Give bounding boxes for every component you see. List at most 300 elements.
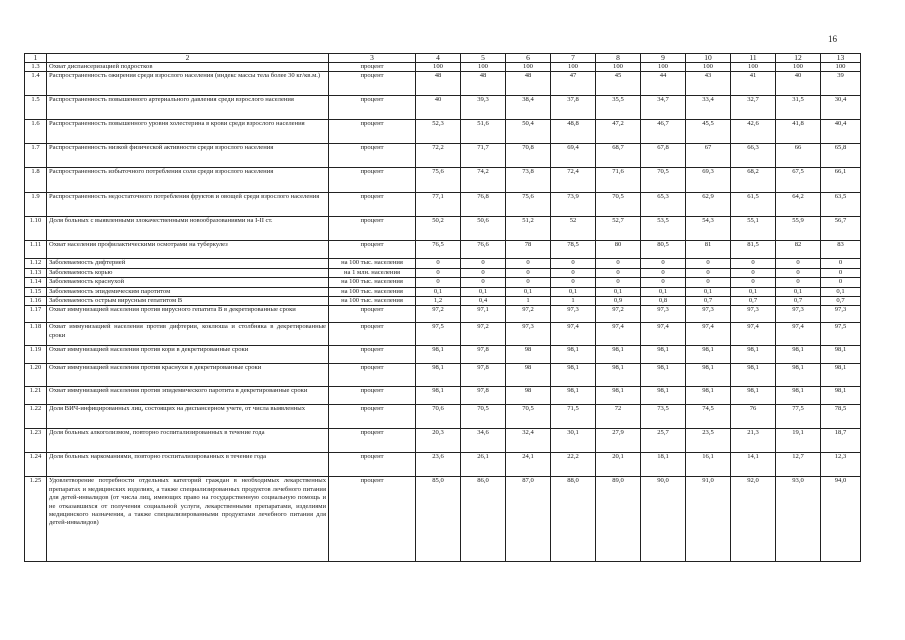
value-cell: 41,8 — [776, 120, 821, 144]
table-row — [25, 72, 861, 96]
value-cell: 68,2 — [731, 168, 776, 193]
value-cell: 98 — [506, 387, 551, 405]
row-number: 1.19 — [25, 346, 47, 364]
row-number: 1.12 — [25, 259, 47, 268]
value-cell: 90,0 — [641, 477, 686, 562]
col-header: 9 — [641, 54, 686, 63]
value-cell: 50,2 — [416, 217, 461, 241]
indicator-name: Заболеваемость краснухой — [47, 278, 329, 287]
value-cell: 19,1 — [776, 429, 821, 453]
indicator-name: Охват иммунизацией населения против краснухи в декретированные сроки — [47, 364, 329, 387]
unit-of-measure: процент — [329, 217, 416, 241]
indicator-name: Охват иммунизацией населения против эпидемического паротита в декретированные сроки — [47, 387, 329, 405]
value-cell: 97,3 — [821, 306, 861, 323]
value-cell: 18,1 — [641, 453, 686, 477]
value-cell: 50,6 — [461, 217, 506, 241]
value-cell: 87,0 — [506, 477, 551, 562]
value-cell: 73,9 — [551, 193, 596, 217]
value-cell: 0,7 — [686, 297, 731, 306]
indicator-name: Доля больных с выявленными злокачественными новообразованиями на I-II ст. — [47, 217, 329, 241]
row-number: 1.6 — [25, 120, 47, 144]
indicator-name: Удовлетворение потребности отдельных категорий граждан в необходимых лекарственных препаратах и медицинских изделиях, а также специализированных продуктов лечебного питания для детей-инвалидов (от числа лиц, имеющих право на государственную социальную помощь и не отказавшихся от получения социальной услуги, лекарственными препаратами, изделиями медицинского назначения, а также специализированными продуктами лечебного питания для детей-инвалидов) — [47, 477, 329, 562]
value-cell: 70,5 — [461, 405, 506, 429]
value-cell: 73,8 — [506, 168, 551, 193]
indicator-name: Доля ВИЧ-инфицированных лиц, состоящих на диспансерном учете, от числа выявленных — [47, 405, 329, 429]
value-cell: 71,6 — [596, 168, 641, 193]
value-cell: 0 — [461, 268, 506, 277]
value-cell: 34,7 — [641, 96, 686, 120]
indicator-name: Охват диспансеризацией подростков — [47, 63, 329, 72]
value-cell: 25,7 — [641, 429, 686, 453]
unit-of-measure: процент — [329, 405, 416, 429]
indicator-name: Заболеваемость корью — [47, 268, 329, 277]
value-cell: 75,6 — [416, 168, 461, 193]
row-number: 1.7 — [25, 144, 47, 168]
value-cell: 0 — [416, 259, 461, 268]
unit-of-measure: на 100 тыс. населения — [329, 287, 416, 296]
value-cell: 0 — [506, 278, 551, 287]
value-cell: 0 — [776, 268, 821, 277]
row-number: 1.8 — [25, 168, 47, 193]
value-cell: 98,1 — [641, 346, 686, 364]
value-cell: 65,8 — [821, 144, 861, 168]
value-cell: 98,1 — [596, 387, 641, 405]
value-cell: 44 — [641, 72, 686, 96]
value-cell: 0 — [506, 259, 551, 268]
table-row — [25, 144, 861, 168]
unit-of-measure: процент — [329, 63, 416, 72]
unit-of-measure: на 100 тыс. населения — [329, 278, 416, 287]
value-cell: 70,6 — [416, 405, 461, 429]
value-cell: 67,8 — [641, 144, 686, 168]
indicator-name: Распространенность повышенного артериального давления среди взрослого населения — [47, 96, 329, 120]
value-cell: 0 — [506, 268, 551, 277]
value-cell: 12,7 — [776, 453, 821, 477]
value-cell: 98,1 — [731, 346, 776, 364]
value-cell: 98,1 — [731, 387, 776, 405]
unit-of-measure: процент — [329, 306, 416, 323]
value-cell: 70,5 — [596, 193, 641, 217]
table-row — [25, 364, 861, 387]
value-cell: 100 — [686, 63, 731, 72]
row-number: 1.13 — [25, 268, 47, 277]
indicator-name: Распространенность низкой физической активности среди взрослого населения — [47, 144, 329, 168]
row-number: 1.17 — [25, 306, 47, 323]
value-cell: 97,4 — [776, 323, 821, 346]
value-cell: 70,5 — [641, 168, 686, 193]
value-cell: 76,5 — [416, 241, 461, 259]
value-cell: 52 — [551, 217, 596, 241]
row-number: 1.3 — [25, 63, 47, 72]
value-cell: 55,9 — [776, 217, 821, 241]
col-header: 3 — [329, 54, 416, 63]
unit-of-measure: процент — [329, 387, 416, 405]
col-header: 13 — [821, 54, 861, 63]
value-cell: 76 — [731, 405, 776, 429]
value-cell: 20,1 — [596, 453, 641, 477]
value-cell: 52,7 — [596, 217, 641, 241]
unit-of-measure: процент — [329, 168, 416, 193]
value-cell: 91,0 — [686, 477, 731, 562]
value-cell: 97,4 — [596, 323, 641, 346]
indicator-name: Распространенность повышенного уровня холестерина в крови среди взрослого населения — [47, 120, 329, 144]
value-cell: 0 — [821, 278, 861, 287]
value-cell: 0,7 — [731, 297, 776, 306]
value-cell: 98,1 — [731, 364, 776, 387]
table-row — [25, 259, 861, 268]
value-cell: 0 — [416, 268, 461, 277]
value-cell: 82 — [776, 241, 821, 259]
value-cell: 0 — [596, 278, 641, 287]
value-cell: 0 — [641, 268, 686, 277]
value-cell: 22,2 — [551, 453, 596, 477]
col-header: 12 — [776, 54, 821, 63]
value-cell: 27,9 — [596, 429, 641, 453]
value-cell: 32,7 — [731, 96, 776, 120]
value-cell: 0,1 — [776, 287, 821, 296]
value-cell: 97,5 — [416, 323, 461, 346]
table-row — [25, 120, 861, 144]
value-cell: 83 — [821, 241, 861, 259]
value-cell: 48 — [416, 72, 461, 96]
value-cell: 97,3 — [551, 306, 596, 323]
table-row — [25, 278, 861, 287]
value-cell: 21,3 — [731, 429, 776, 453]
row-number: 1.15 — [25, 287, 47, 296]
value-cell: 71,7 — [461, 144, 506, 168]
col-header: 2 — [47, 54, 329, 63]
value-cell: 24,1 — [506, 453, 551, 477]
value-cell: 0,1 — [686, 287, 731, 296]
value-cell: 85,0 — [416, 477, 461, 562]
table-row — [25, 323, 861, 346]
unit-of-measure: процент — [329, 193, 416, 217]
value-cell: 73,5 — [641, 405, 686, 429]
value-cell: 97,2 — [506, 306, 551, 323]
table-row — [25, 193, 861, 217]
value-cell: 40,4 — [821, 120, 861, 144]
value-cell: 0,1 — [416, 287, 461, 296]
value-cell: 0 — [596, 268, 641, 277]
row-number: 1.5 — [25, 96, 47, 120]
value-cell: 70,5 — [506, 405, 551, 429]
value-cell: 70,8 — [506, 144, 551, 168]
value-cell: 66 — [776, 144, 821, 168]
value-cell: 97,3 — [731, 306, 776, 323]
unit-of-measure: процент — [329, 323, 416, 346]
value-cell: 0 — [641, 278, 686, 287]
value-cell: 98,1 — [776, 364, 821, 387]
row-number: 1.16 — [25, 297, 47, 306]
table-row — [25, 63, 861, 72]
table-row — [25, 168, 861, 193]
value-cell: 98,1 — [551, 346, 596, 364]
value-cell: 88,0 — [551, 477, 596, 562]
value-cell: 98,1 — [776, 346, 821, 364]
value-cell: 98,1 — [686, 364, 731, 387]
value-cell: 0,7 — [821, 297, 861, 306]
value-cell: 0,1 — [641, 287, 686, 296]
value-cell: 98,1 — [641, 364, 686, 387]
value-cell: 40 — [776, 72, 821, 96]
col-header: 10 — [686, 54, 731, 63]
col-header: 4 — [416, 54, 461, 63]
value-cell: 72,2 — [416, 144, 461, 168]
value-cell: 100 — [461, 63, 506, 72]
indicators-table — [24, 53, 861, 562]
value-cell: 20,3 — [416, 429, 461, 453]
col-header: 5 — [461, 54, 506, 63]
value-cell: 97,8 — [461, 346, 506, 364]
table-row — [25, 405, 861, 429]
value-cell: 97,5 — [821, 323, 861, 346]
value-cell: 98 — [506, 346, 551, 364]
row-number: 1.11 — [25, 241, 47, 259]
value-cell: 52,3 — [416, 120, 461, 144]
row-number: 1.10 — [25, 217, 47, 241]
indicator-name: Распространенность недостаточного потребления фруктов и овощей среди взрослого населения — [47, 193, 329, 217]
value-cell: 0 — [731, 268, 776, 277]
value-cell: 55,1 — [731, 217, 776, 241]
value-cell: 56,7 — [821, 217, 861, 241]
value-cell: 97,4 — [686, 323, 731, 346]
value-cell: 98,1 — [686, 387, 731, 405]
value-cell: 100 — [416, 63, 461, 72]
value-cell: 0 — [551, 259, 596, 268]
value-cell: 62,9 — [686, 193, 731, 217]
value-cell: 1 — [551, 297, 596, 306]
value-cell: 0,4 — [461, 297, 506, 306]
value-cell: 77,1 — [416, 193, 461, 217]
value-cell: 31,5 — [776, 96, 821, 120]
value-cell: 98,1 — [416, 346, 461, 364]
unit-of-measure: процент — [329, 72, 416, 96]
value-cell: 16,1 — [686, 453, 731, 477]
row-number: 1.21 — [25, 387, 47, 405]
value-cell: 26,1 — [461, 453, 506, 477]
value-cell: 100 — [821, 63, 861, 72]
value-cell: 98,1 — [551, 364, 596, 387]
value-cell: 14,1 — [731, 453, 776, 477]
value-cell: 97,1 — [461, 306, 506, 323]
page-number: 16 — [828, 34, 837, 44]
value-cell: 98,1 — [821, 387, 861, 405]
value-cell: 18,7 — [821, 429, 861, 453]
indicator-name: Охват иммунизацией населения против дифтерии, коклюша и столбняка в декретированные сроки — [47, 323, 329, 346]
table-row — [25, 306, 861, 323]
value-cell: 12,3 — [821, 453, 861, 477]
value-cell: 100 — [776, 63, 821, 72]
value-cell: 66,3 — [731, 144, 776, 168]
value-cell: 66,1 — [821, 168, 861, 193]
value-cell: 80,5 — [641, 241, 686, 259]
value-cell: 23,6 — [416, 453, 461, 477]
value-cell: 54,3 — [686, 217, 731, 241]
value-cell: 67 — [686, 144, 731, 168]
indicator-name: Охват иммунизацией населения против кори в декретированные сроки — [47, 346, 329, 364]
value-cell: 0 — [776, 278, 821, 287]
value-cell: 78,5 — [551, 241, 596, 259]
value-cell: 0,9 — [596, 297, 641, 306]
value-cell: 97,4 — [641, 323, 686, 346]
value-cell: 0,8 — [641, 297, 686, 306]
value-cell: 97,4 — [731, 323, 776, 346]
value-cell: 81 — [686, 241, 731, 259]
value-cell: 98,1 — [686, 346, 731, 364]
value-cell: 76,6 — [461, 241, 506, 259]
value-cell: 0 — [641, 259, 686, 268]
value-cell: 30,1 — [551, 429, 596, 453]
value-cell: 98,1 — [641, 387, 686, 405]
value-cell: 45 — [596, 72, 641, 96]
value-cell: 78,5 — [821, 405, 861, 429]
value-cell: 69,3 — [686, 168, 731, 193]
value-cell: 0 — [821, 268, 861, 277]
value-cell: 51,2 — [506, 217, 551, 241]
value-cell: 97,2 — [461, 323, 506, 346]
value-cell: 0,1 — [461, 287, 506, 296]
unit-of-measure: процент — [329, 477, 416, 562]
value-cell: 98,1 — [776, 387, 821, 405]
value-cell: 65,3 — [641, 193, 686, 217]
unit-of-measure: на 100 тыс. населения — [329, 259, 416, 268]
value-cell: 0 — [596, 259, 641, 268]
value-cell: 74,2 — [461, 168, 506, 193]
indicator-name: Заболеваемость эпидемическим паротитом — [47, 287, 329, 296]
unit-of-measure: процент — [329, 144, 416, 168]
table-row — [25, 429, 861, 453]
row-number: 1.4 — [25, 72, 47, 96]
table-row — [25, 287, 861, 296]
value-cell: 1,2 — [416, 297, 461, 306]
value-cell: 0 — [686, 268, 731, 277]
table-body — [25, 63, 861, 562]
value-cell: 89,0 — [596, 477, 641, 562]
value-cell: 98,1 — [416, 387, 461, 405]
value-cell: 33,4 — [686, 96, 731, 120]
value-cell: 75,6 — [506, 193, 551, 217]
table-row — [25, 477, 861, 562]
value-cell: 98,1 — [596, 364, 641, 387]
value-cell: 100 — [596, 63, 641, 72]
value-cell: 69,4 — [551, 144, 596, 168]
row-number: 1.14 — [25, 278, 47, 287]
value-cell: 80 — [596, 241, 641, 259]
unit-of-measure: процент — [329, 453, 416, 477]
indicator-name: Доля больных алкоголизмом, повторно госпитализированных в течение года — [47, 429, 329, 453]
value-cell: 0 — [461, 259, 506, 268]
value-cell: 63,5 — [821, 193, 861, 217]
value-cell: 78 — [506, 241, 551, 259]
value-cell: 74,5 — [686, 405, 731, 429]
indicator-name: Доля больных наркоманиями, повторно госпитализированных в течение года — [47, 453, 329, 477]
value-cell: 77,5 — [776, 405, 821, 429]
value-cell: 38,4 — [506, 96, 551, 120]
indicator-name: Охват иммунизацией населения против вирусного гепатита В в декретированные сроки — [47, 306, 329, 323]
value-cell: 47,2 — [596, 120, 641, 144]
value-cell: 97,3 — [776, 306, 821, 323]
value-cell: 39,3 — [461, 96, 506, 120]
value-cell: 98,1 — [821, 364, 861, 387]
value-cell: 43 — [686, 72, 731, 96]
value-cell: 97,8 — [461, 387, 506, 405]
value-cell: 0,1 — [821, 287, 861, 296]
value-cell: 0 — [821, 259, 861, 268]
table-row — [25, 96, 861, 120]
value-cell: 97,3 — [506, 323, 551, 346]
col-header: 1 — [25, 54, 47, 63]
table-row — [25, 387, 861, 405]
value-cell: 97,3 — [641, 306, 686, 323]
value-cell: 97,4 — [551, 323, 596, 346]
value-cell: 0,1 — [596, 287, 641, 296]
value-cell: 100 — [551, 63, 596, 72]
value-cell: 51,6 — [461, 120, 506, 144]
value-cell: 0 — [416, 278, 461, 287]
value-cell: 81,5 — [731, 241, 776, 259]
col-header: 8 — [596, 54, 641, 63]
row-number: 1.22 — [25, 405, 47, 429]
value-cell: 0 — [551, 278, 596, 287]
value-cell: 48,8 — [551, 120, 596, 144]
value-cell: 41 — [731, 72, 776, 96]
value-cell: 32,4 — [506, 429, 551, 453]
value-cell: 86,0 — [461, 477, 506, 562]
value-cell: 97,3 — [686, 306, 731, 323]
row-number: 1.25 — [25, 477, 47, 562]
value-cell: 97,2 — [416, 306, 461, 323]
value-cell: 98,1 — [551, 387, 596, 405]
col-header: 6 — [506, 54, 551, 63]
value-cell: 97,2 — [596, 306, 641, 323]
table-row — [25, 241, 861, 259]
value-cell: 39 — [821, 72, 861, 96]
unit-of-measure: процент — [329, 96, 416, 120]
value-cell: 53,5 — [641, 217, 686, 241]
unit-of-measure: на 1 млн. населения — [329, 268, 416, 277]
value-cell: 0 — [686, 259, 731, 268]
unit-of-measure: процент — [329, 364, 416, 387]
value-cell: 48 — [506, 72, 551, 96]
value-cell: 1 — [506, 297, 551, 306]
indicator-name: Распространенность ожирения среди взрослого населения (индекс массы тела более 30 кг/кв.м.) — [47, 72, 329, 96]
unit-of-measure: процент — [329, 241, 416, 259]
value-cell: 100 — [731, 63, 776, 72]
value-cell: 72,4 — [551, 168, 596, 193]
value-cell: 71,5 — [551, 405, 596, 429]
value-cell: 61,5 — [731, 193, 776, 217]
header-row — [25, 54, 861, 63]
value-cell: 98 — [506, 364, 551, 387]
value-cell: 98,1 — [416, 364, 461, 387]
row-number: 1.18 — [25, 323, 47, 346]
value-cell: 67,5 — [776, 168, 821, 193]
value-cell: 72 — [596, 405, 641, 429]
value-cell: 100 — [506, 63, 551, 72]
unit-of-measure: процент — [329, 120, 416, 144]
value-cell: 98,1 — [596, 346, 641, 364]
value-cell: 42,6 — [731, 120, 776, 144]
unit-of-measure: процент — [329, 346, 416, 364]
value-cell: 37,8 — [551, 96, 596, 120]
value-cell: 0 — [461, 278, 506, 287]
value-cell: 97,8 — [461, 364, 506, 387]
row-number: 1.23 — [25, 429, 47, 453]
row-number: 1.24 — [25, 453, 47, 477]
value-cell: 68,7 — [596, 144, 641, 168]
col-header: 7 — [551, 54, 596, 63]
value-cell: 47 — [551, 72, 596, 96]
